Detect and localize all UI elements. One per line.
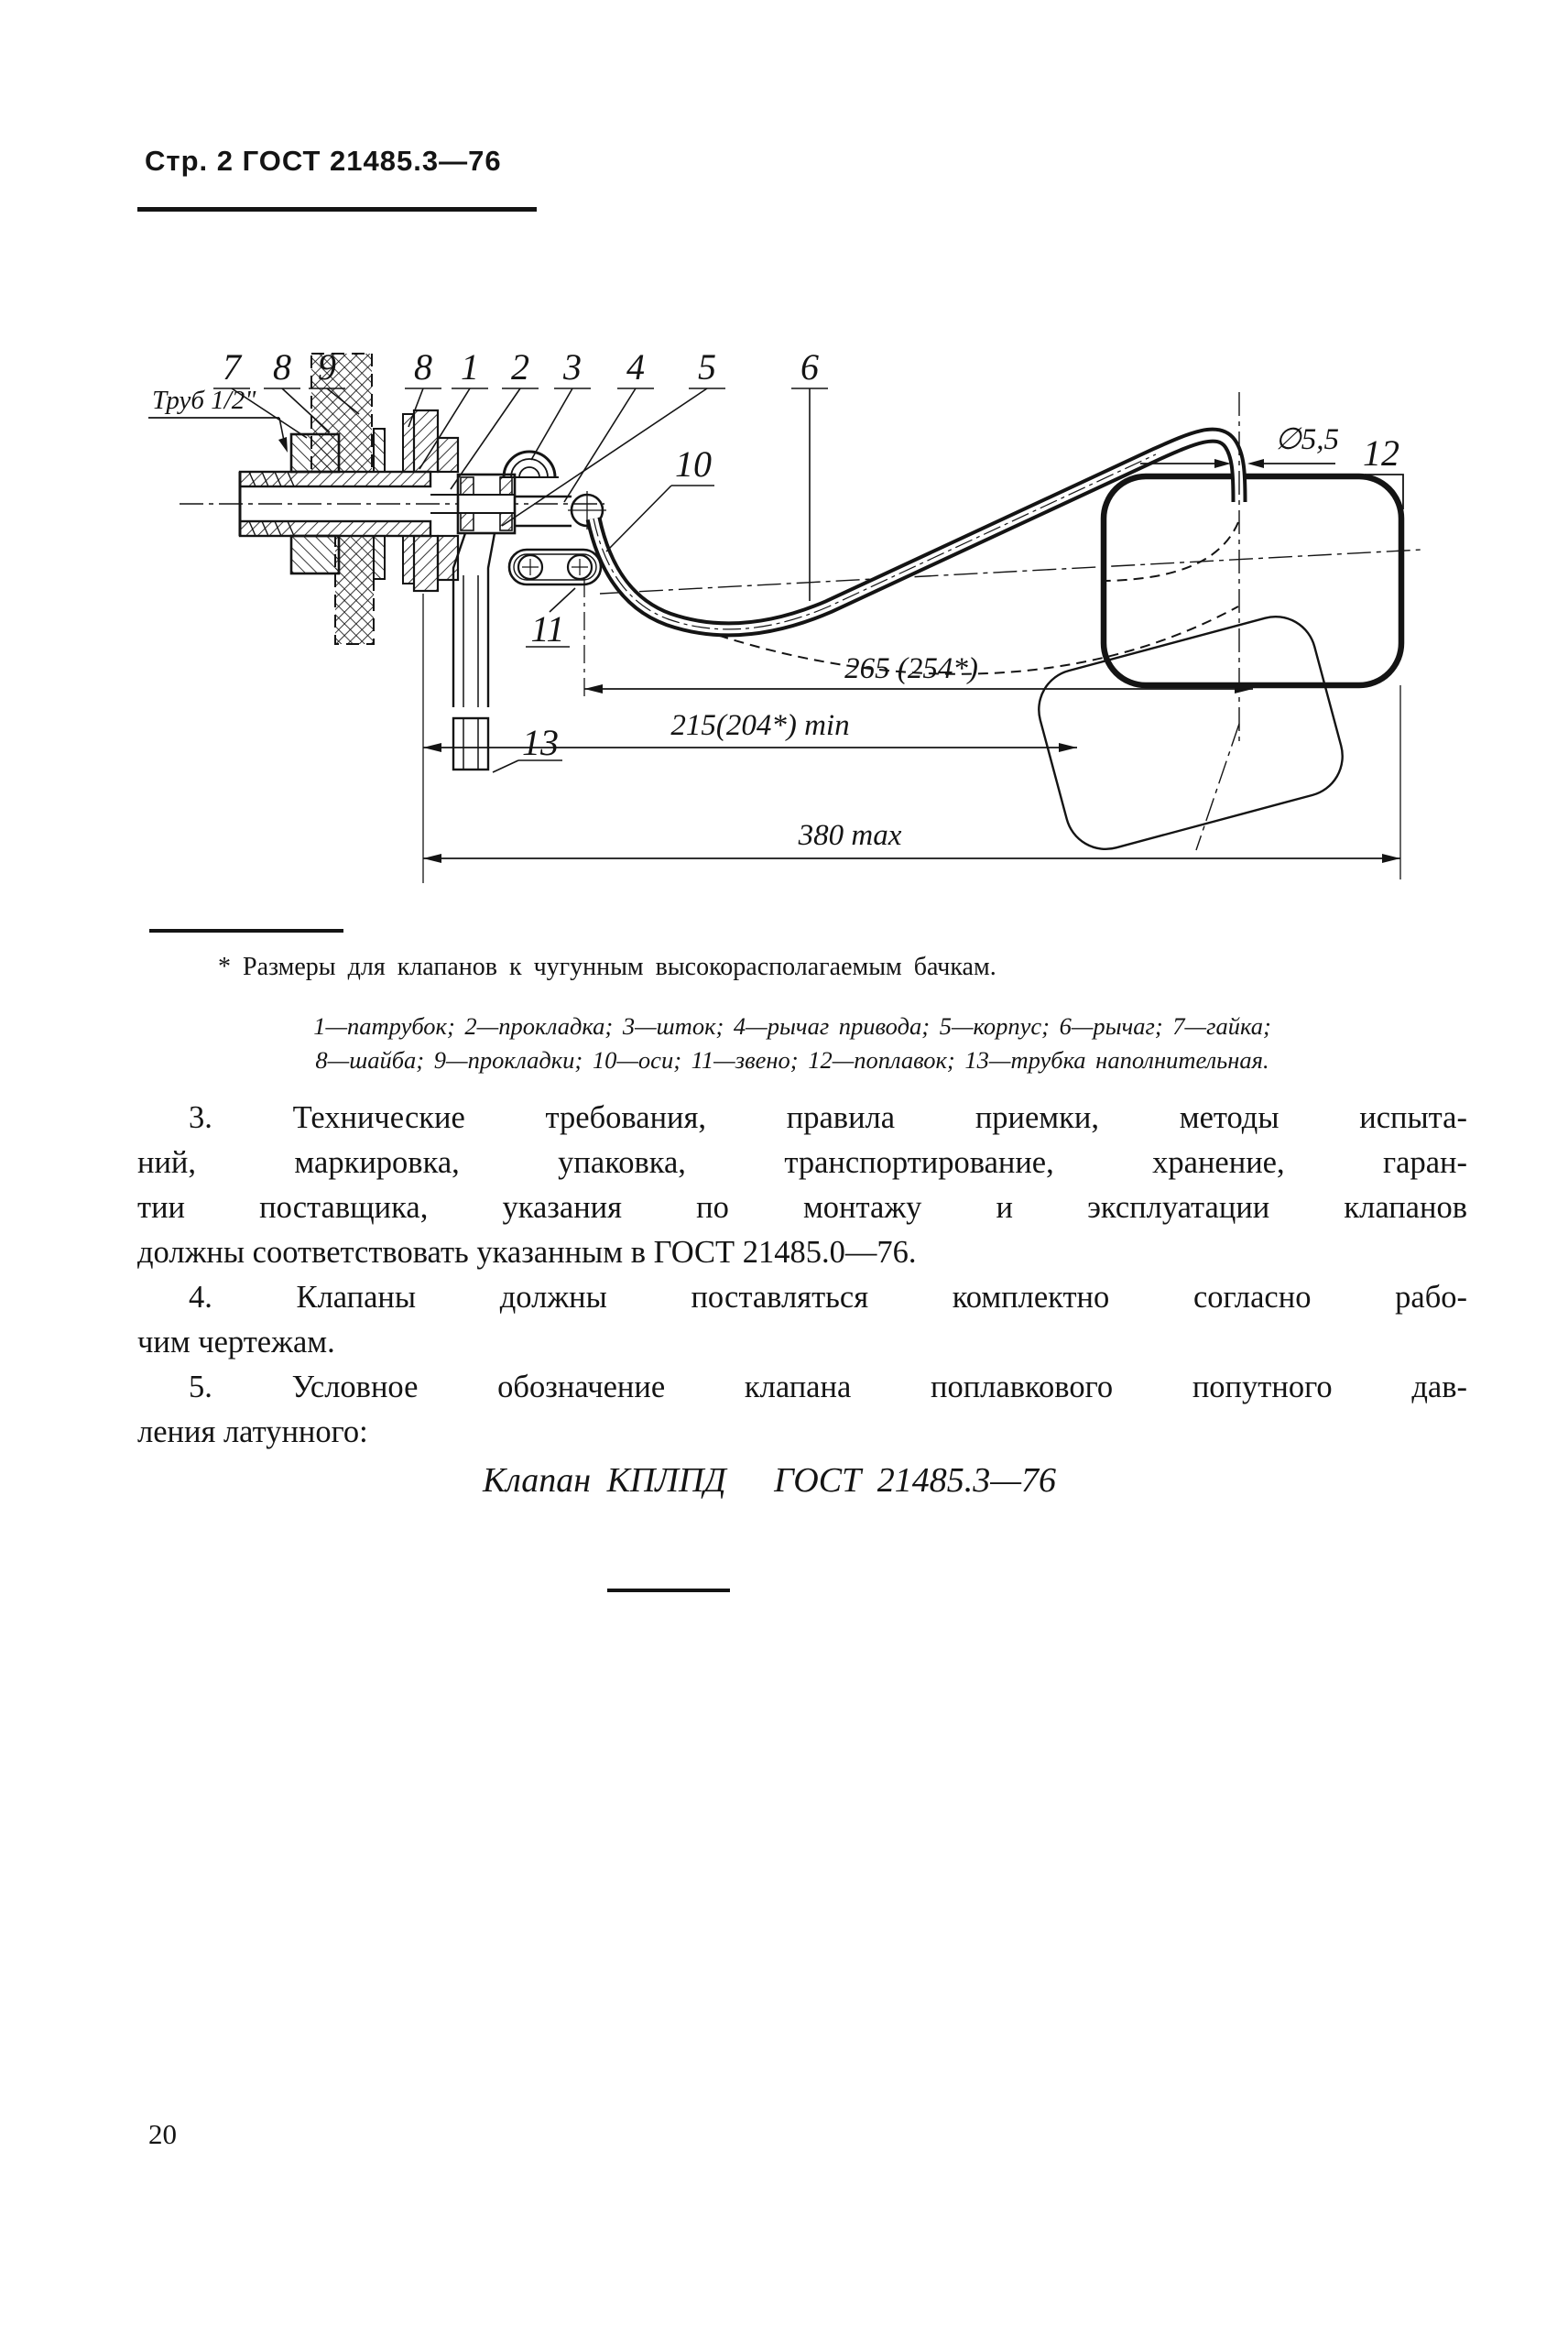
dim-380: [423, 685, 1400, 879]
nut-lower: [291, 536, 339, 573]
callout-6: 6: [800, 346, 819, 388]
dim-diameter-label: ∅5,5: [1275, 423, 1339, 456]
page-header: Стр. 2 ГОСТ 21485.3—76: [145, 145, 502, 177]
callout-3: 3: [563, 346, 582, 388]
pipe-note-label: Труб 1/2": [152, 386, 256, 415]
pipe-top-wall: [240, 472, 430, 486]
valve-body-flange: [414, 410, 458, 591]
float-lower-position: [1029, 607, 1351, 857]
callout-4: 4: [626, 346, 645, 388]
callout-5: 5: [698, 346, 716, 388]
footnote: * Размеры для клапанов к чугунным высокорасполагаемым бачкам.: [218, 953, 996, 981]
link-zveno: [509, 550, 601, 584]
parts-legend: 1—патрубок; 2—прокладка; 3—шток; 4—рычаг привода; 5—корпус; 6—рычаг; 7—гайка; 8—шайба; 9—прокладки; 10—оси; 11—звено; 12—поплавок; 13—трубка наполнительная.: [313, 1012, 1271, 1074]
callout-2: 2: [511, 346, 529, 388]
wall-section: [311, 354, 374, 644]
footnote-rule: [149, 929, 343, 933]
callout-13: 13: [522, 722, 559, 763]
valve-body-block: [430, 475, 515, 533]
callout-8: 8: [273, 346, 291, 388]
callout-9: 9: [318, 346, 336, 388]
callout-11: 11: [530, 608, 565, 650]
callout-12-label: 12: [1363, 432, 1399, 474]
lever-axis-line: [600, 550, 1421, 594]
paragraph-5: 5. Условное обозначение клапана поплавкового попутного дав- ления латунного:: [137, 1370, 1467, 1449]
washers-gaskets: [374, 414, 414, 584]
dim-265-label: 265 (254*): [844, 652, 978, 685]
valve-technical-drawing: [128, 302, 1475, 925]
pipe-bottom-wall: [240, 521, 430, 536]
callout-10: 10: [675, 443, 712, 485]
pipe-thread-note: [148, 386, 288, 453]
end-divider: [607, 1589, 730, 1592]
float-body: [1104, 476, 1401, 685]
valve-designation: Клапан КПЛПД ГОСТ 21485.3—76: [483, 1461, 1056, 1500]
callout-7: 7: [223, 346, 241, 388]
dim-380-label: 380 max: [798, 819, 902, 852]
paragraph-4: 4. Клапаны должны поставляться комплектно согласно рабо- чим чертежам.: [137, 1280, 1467, 1360]
lever-hidden-in-float: [1106, 522, 1238, 581]
float-axis-lower: [1196, 724, 1239, 850]
body-text: [137, 1096, 1467, 1455]
paragraph-3: 3. Технические требования, правила приемки, методы испыта- ний, маркировка, упаковка, транспортирование, хранение, гаран- тии поставщика, указания по монтажу и эксплуатации клапанов должны соответствовать указанным в ГОСТ 21485.0—76.: [137, 1100, 1467, 1270]
callout-1: 1: [461, 346, 479, 388]
dim-215-label: 215(204*) min: [670, 709, 850, 742]
callout-8b: 8: [414, 346, 432, 388]
fill-tube: [453, 533, 495, 770]
page-number: 20: [148, 2118, 177, 2150]
header-rule: [137, 207, 537, 212]
